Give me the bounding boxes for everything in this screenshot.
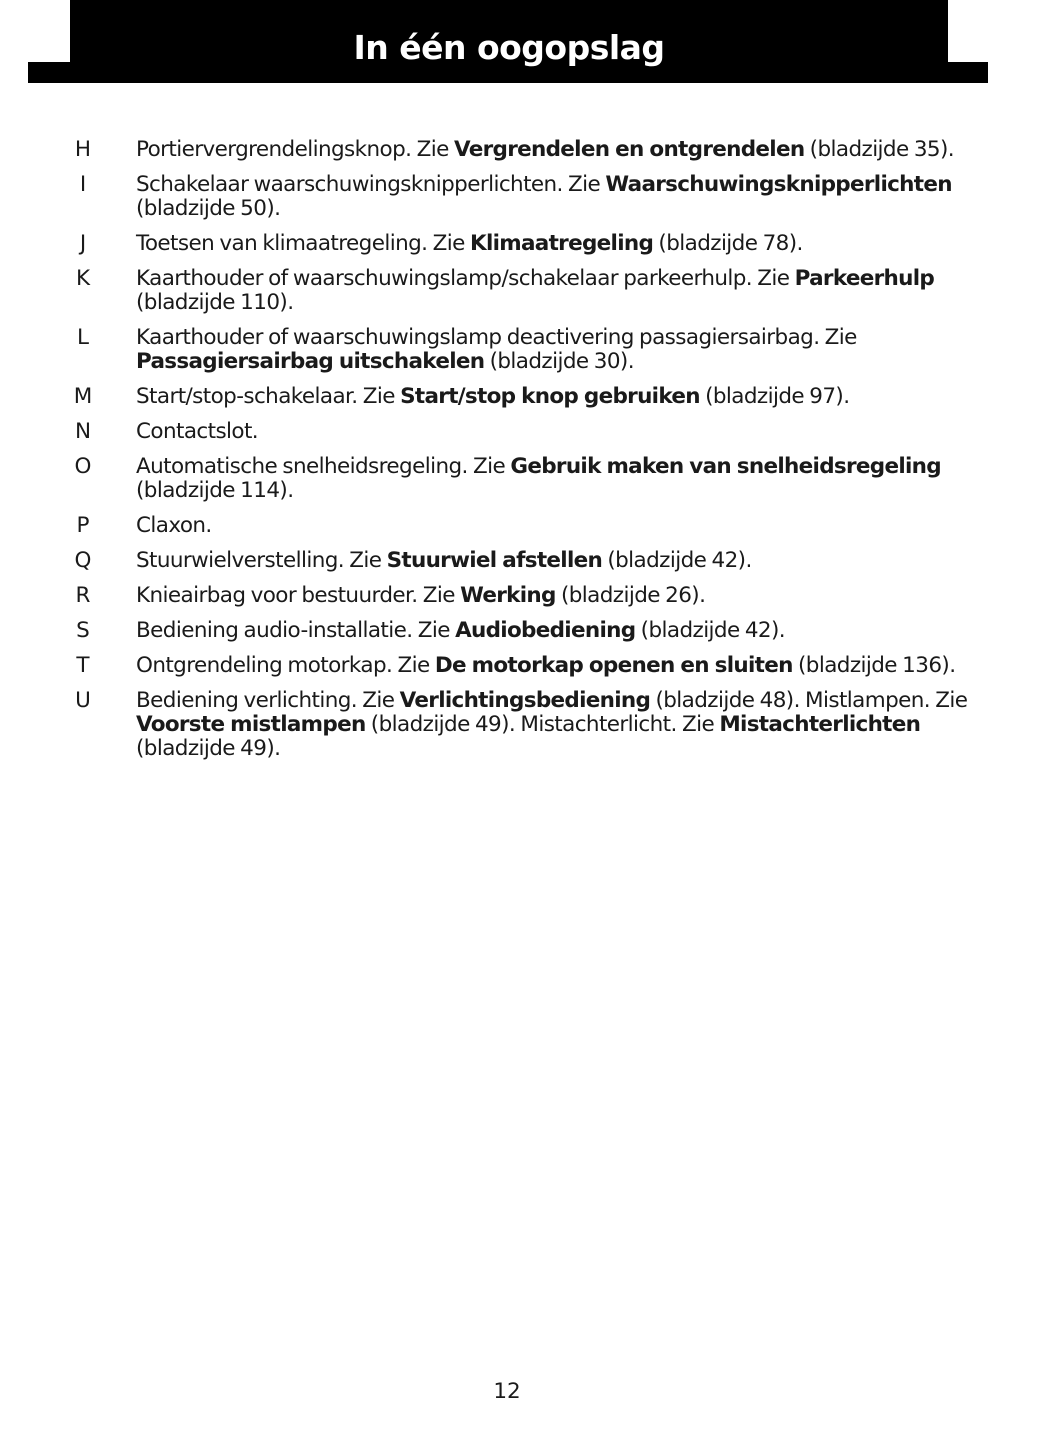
item-text: Schakelaar waarschuwingsknipperlichten. Zie Waarschuwingsknipperlichten (bladzijde 50). xyxy=(136,172,952,221)
cross-reference-link[interactable]: Gebruik maken van snelheidsregeling xyxy=(510,454,941,479)
page-number: 12 xyxy=(493,1379,521,1404)
cross-reference-link[interactable]: Vergrendelen en ontgrendelen xyxy=(453,137,805,162)
item-letter: R xyxy=(75,583,91,608)
list-item xyxy=(0,455,1048,503)
cross-reference-link[interactable]: Waarschuwingsknipperlichten xyxy=(605,172,952,197)
list-item xyxy=(0,654,1048,678)
list-item xyxy=(0,267,1048,315)
item-letter: H xyxy=(74,137,92,162)
legend-list xyxy=(0,138,1048,772)
list-item xyxy=(0,420,1048,444)
cross-reference-link[interactable]: Passagiersairbag uitschakelen xyxy=(136,349,485,374)
item-letter: K xyxy=(75,266,91,291)
list-item xyxy=(0,619,1048,643)
item-text: Claxon. xyxy=(136,513,212,538)
page-title: In één oogopslag xyxy=(353,28,665,67)
item-text: Ontgrendeling motorkap. Zie De motorkap openen en sluiten (bladzijde 136). xyxy=(136,653,956,678)
item-text: Kaarthouder of waarschuwingslamp deactivering passagiersairbag. Zie Passagiersairbag uitschakelen (bladzijde 30). xyxy=(136,325,857,374)
item-letter: L xyxy=(77,325,89,350)
item-text: Kaarthouder of waarschuwingslamp/schakelaar parkeerhulp. Zie Parkeerhulp (bladzijde 110). xyxy=(136,266,935,315)
item-text: Stuurwielverstelling. Zie Stuurwiel afstellen (bladzijde 42). xyxy=(136,548,752,573)
item-text: Automatische snelheidsregeling. Zie Gebruik maken van snelheidsregeling (bladzijde 114). xyxy=(136,454,941,503)
list-item xyxy=(0,385,1048,409)
cross-reference-link[interactable]: Start/stop knop gebruiken xyxy=(400,384,700,409)
list-item xyxy=(0,514,1048,538)
item-letter: S xyxy=(76,618,90,643)
cross-reference-link[interactable]: Stuurwiel afstellen xyxy=(386,548,603,573)
item-letter: T xyxy=(76,653,90,678)
cross-reference-link[interactable]: De motorkap openen en sluiten xyxy=(434,653,793,678)
cross-reference-link[interactable]: Mistachterlichten xyxy=(719,712,921,737)
item-text: Toetsen van klimaatregeling. Zie Klimaatregeling (bladzijde 78). xyxy=(136,231,803,256)
item-text: Start/stop-schakelaar. Zie Start/stop knop gebruiken (bladzijde 97). xyxy=(136,384,850,409)
item-text: Bediening verlichting. Zie Verlichtingsbediening (bladzijde 48). Mistlampen. Zie Voorste mistlampen (bladzijde 49). Mistachterlicht. Zie Mistachterlichten (bladzijde 49). xyxy=(136,688,968,761)
item-letter: J xyxy=(79,231,87,256)
item-text: Portiervergrendelingsknop. Zie Vergrendelen en ontgrendelen (bladzijde 35). xyxy=(136,137,955,162)
item-letter: M xyxy=(73,384,93,409)
cross-reference-link[interactable]: Voorste mistlampen xyxy=(136,712,366,737)
item-text: Bediening audio-installatie. Zie Audiobediening (bladzijde 42). xyxy=(136,618,786,643)
item-letter: P xyxy=(76,513,90,538)
list-item xyxy=(0,326,1048,374)
item-letter: N xyxy=(74,419,92,444)
cross-reference-link[interactable]: Verlichtingsbediening xyxy=(399,688,651,713)
item-letter: I xyxy=(79,172,87,197)
list-item xyxy=(0,584,1048,608)
cross-reference-link[interactable]: Klimaatregeling xyxy=(469,231,654,256)
list-item xyxy=(0,232,1048,256)
list-item xyxy=(0,138,1048,162)
list-item xyxy=(0,689,1048,761)
cross-reference-link[interactable]: Werking xyxy=(460,583,556,608)
item-letter: Q xyxy=(74,548,92,573)
item-text: Knieairbag voor bestuurder. Zie Werking (bladzijde 26). xyxy=(136,583,706,608)
item-text: Contactslot. xyxy=(136,419,259,444)
item-letter: U xyxy=(75,688,91,713)
item-letter: O xyxy=(74,454,92,479)
list-item xyxy=(0,173,1048,221)
list-item xyxy=(0,549,1048,573)
cross-reference-link[interactable]: Audiobediening xyxy=(455,618,636,643)
cross-reference-link[interactable]: Parkeerhulp xyxy=(794,266,935,291)
